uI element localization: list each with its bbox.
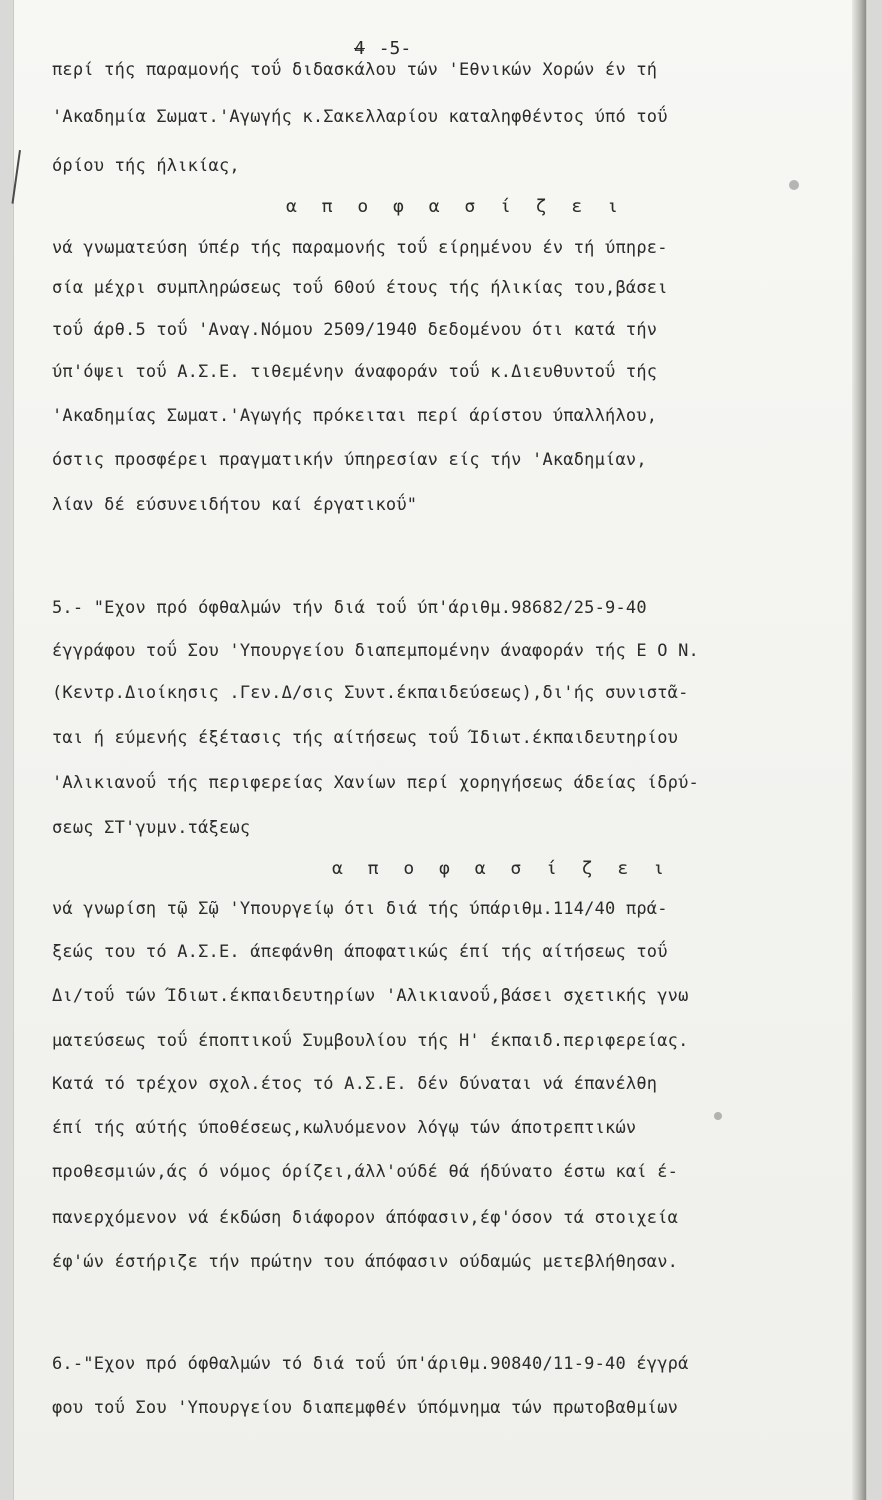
text-line: όστις προσφέρει πραγματικήν ύπηρεσίαν είς τήν 'Ακαδημίαν,	[52, 450, 647, 470]
text-line: ύπ'όψει τοΰ Α.Σ.Ε. τιθεμένην άναφοράν τοΰ κ.Διευθυντοΰ τής	[52, 362, 658, 382]
ink-speck	[714, 1112, 722, 1120]
text-line: προθεσμιών,άς ό νόμος όρίζει,άλλ'ούδέ θά ήδύνατο έστω καί έ-	[52, 1162, 679, 1182]
text-line: σία μέχρι συμπληρώσεως τοΰ 60ού έτους τής ήλικίας του,βάσει	[52, 278, 668, 298]
text-line: φου τοΰ Σου 'Υπουργείου διαπεμφθέν ύπόμνημα τών πρωτοβαθμίων	[52, 1398, 679, 1418]
section-6-line: 6.-"Εχον πρό όφθαλμών τό διά τοΰ ύπ'άριθμ.90840/11-9-40 έγγρά	[52, 1354, 689, 1374]
text-line: έγγράφου τοΰ Σου 'Υπουργείου διαπεμπομένην άναφοράν τής Ε Ο Ν.	[52, 641, 699, 661]
text-line: νά γνωρίση τῷ Σῷ 'Υπουργείῳ ότι διά τής ύπάριθμ.114/40 πρά-	[52, 899, 668, 919]
text-line: νά γνωματεύση ύπέρ τής παραμονής τοΰ είρημένου έν τή ύπηρε-	[52, 238, 668, 258]
ink-speck	[789, 180, 799, 190]
text-line: σεως ΣΤ'γυμν.τάξεως	[52, 818, 251, 838]
decision-heading: α π ο φ α σ ί ζ ε ι	[332, 858, 671, 879]
text-line: ματεύσεως τοΰ έποπτικοΰ Συμβουλίου τής Η' έκπαιδ.περιφερείας.	[52, 1031, 689, 1051]
struck-page-number: 4	[354, 38, 365, 59]
text-line: λίαν δέ εύσυνειδήτου καί έργατικοΰ"	[52, 495, 418, 515]
margin-stroke	[11, 150, 20, 204]
document-page	[14, 0, 866, 1500]
margin-mark	[14, 150, 26, 220]
text-line: έφ'ών έστήριζε τήν πρώτην του άπόφασιν ούδαμώς μετεβλήθησαν.	[52, 1252, 679, 1272]
text-line: ξεώς του τό Α.Σ.Ε. άπεφάνθη άποφατικώς έπί τής αίτήσεως τοΰ	[52, 942, 668, 962]
text-line: πανερχόμενον νά έκδώση διάφορον άπόφασιν,έφ'όσον τά στοιχεία	[52, 1208, 679, 1228]
text-line: τοΰ άρθ.5 τοΰ 'Αναγ.Νόμου 2509/1940 δεδομένου ότι κατά τήν	[52, 320, 658, 340]
text-line: (Κεντρ.Διοίκησις .Γεν.Δ/σις Συντ.έκπαιδεύσεως),δι'ής συνιστᾶ-	[52, 683, 689, 703]
text-line: 'Αλικιανοΰ τής περιφερείας Χανίων περί χορηγήσεως άδείας ίδρύ-	[52, 773, 699, 793]
decision-heading: α π ο φ α σ ί ζ ε ι	[286, 196, 625, 217]
scan-edge-shadow	[852, 0, 866, 1500]
text-line: Δι/τοΰ τών Ίδιωτ.έκπαιδευτηρίων 'Αλικιανοΰ,βάσει σχετικής γνω	[52, 986, 689, 1006]
text-line: 'Ακαδημίας Σωματ.'Αγωγής πρόκειται περί άρίστου ύπαλλήλου,	[52, 406, 658, 426]
text-line: έπί τής αύτής ύποθέσεως,κωλυόμενον λόγῳ τών άποτρεπτικών	[52, 1118, 637, 1138]
current-page-number: -5-	[378, 38, 412, 59]
section-5-line: 5.- "Εχον πρό όφθαλμών τήν διά τοΰ ύπ'άριθμ.98682/25-9-40	[52, 598, 647, 618]
page-number	[354, 38, 411, 59]
text-line: ται ή εύμενής έξέτασις τής αίτήσεως τοΰ Ίδιωτ.έκπαιδευτηρίου	[52, 728, 679, 748]
text-line: Κατά τό τρέχον σχολ.έτος τό Α.Σ.Ε. δέν δύναται νά έπανέλθη	[52, 1074, 658, 1094]
text-line: περί τής παραμονής τοΰ διδασκάλου τών 'Εθνικών Χορών έν τή	[52, 60, 658, 80]
text-line: όρίου τής ήλικίας,	[52, 156, 240, 176]
text-line: 'Ακαδημία Σωματ.'Αγωγής κ.Σακελλαρίου καταληφθέντος ύπό τοΰ	[52, 107, 668, 127]
